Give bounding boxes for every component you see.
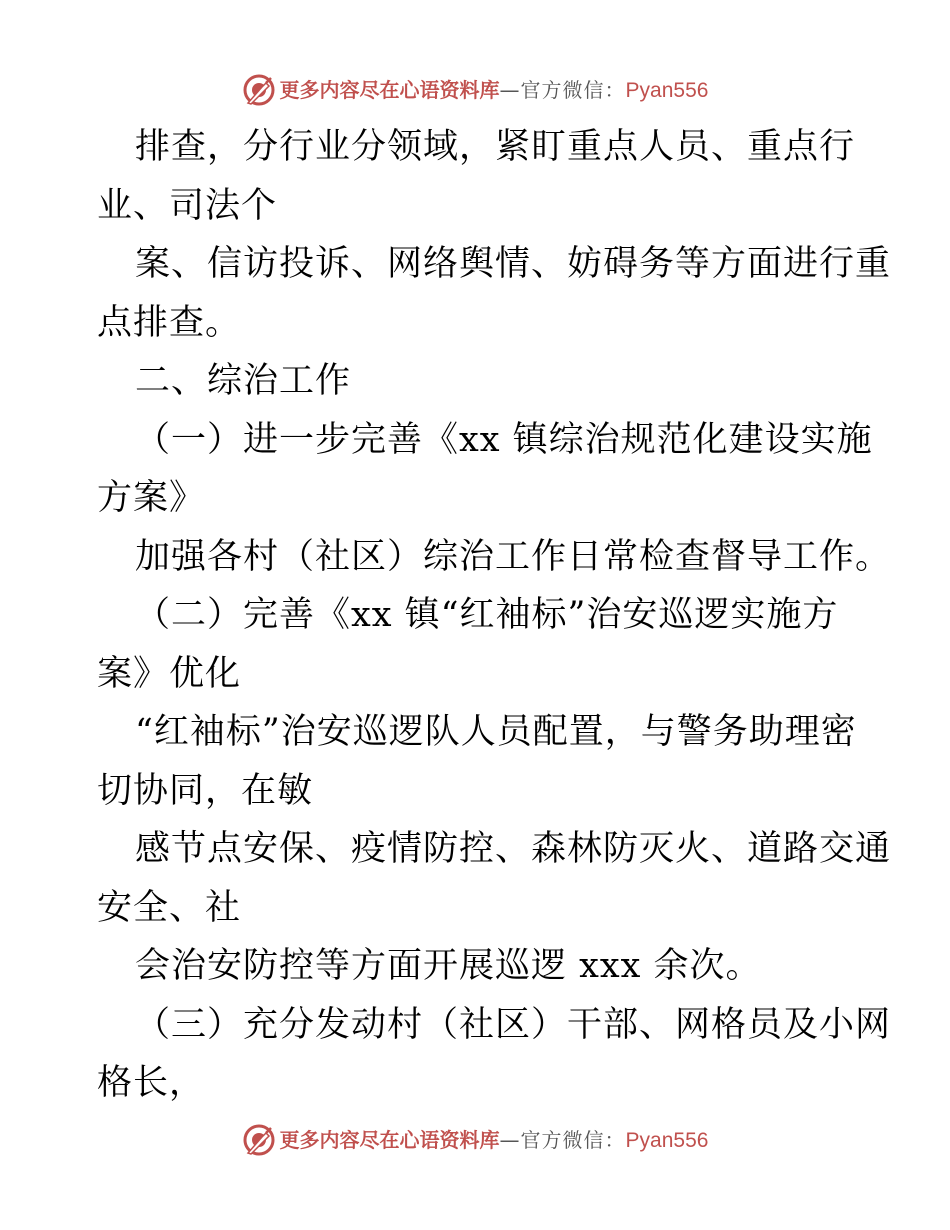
banner-brand-text: 更多内容尽在心语资料库 [279,1127,500,1152]
text-line: 方案》 [97,478,206,518]
text-line: 案、信访投诉、网络舆情、妨碍务等方面进行重 [135,244,892,284]
text-line: 切协同，在敏 [97,770,314,811]
header-banner [0,70,950,110]
text-line: 安全、社 [97,887,242,928]
text-line: 感节点安保、疫情防控、森林防灭火、道路交通 [135,829,892,869]
text-line: （三）充分发动村（社区）干部、网格员及小网 [135,1004,892,1045]
text-line: 会治安防控等方面开展巡逻 xxx 余次。 [135,946,762,986]
text-line: （二）完善《xx 镇“红袖标”治安巡逻实施方 [135,595,839,635]
pen-logo-icon [242,1123,276,1157]
text-line: “红袖标”治安巡逻队人员配置，与警务助理密 [135,712,857,752]
text-line: 案》优化 [97,653,242,694]
banner-dash: — [499,77,521,102]
text-line: 加强各村（社区）综治工作日常检查督导工作。 [135,536,892,577]
pen-logo-icon [242,73,276,107]
section-heading: 二、综治工作 [135,361,352,401]
text-line: 点排查。 [97,302,242,343]
document-body [97,118,892,1113]
banner-dash: — [499,1127,521,1152]
text-line: 排查，分行业分领域，紧盯重点人员、重点行 [135,127,856,167]
banner-wechat-id: Pyan556 [625,1128,709,1152]
text-line: 格长， [97,1063,206,1103]
text-line: 业、司法个 [97,185,278,226]
text-line: （一）进一步完善《xx 镇综治规范化建设实施 [135,419,873,460]
banner-wechat-id: Pyan556 [625,78,709,102]
banner-wechat-label: 官方微信： [520,1127,626,1152]
footer-banner [0,1120,950,1160]
banner-brand-text: 更多内容尽在心语资料库 [279,77,500,102]
banner-wechat-label: 官方微信： [520,77,626,102]
